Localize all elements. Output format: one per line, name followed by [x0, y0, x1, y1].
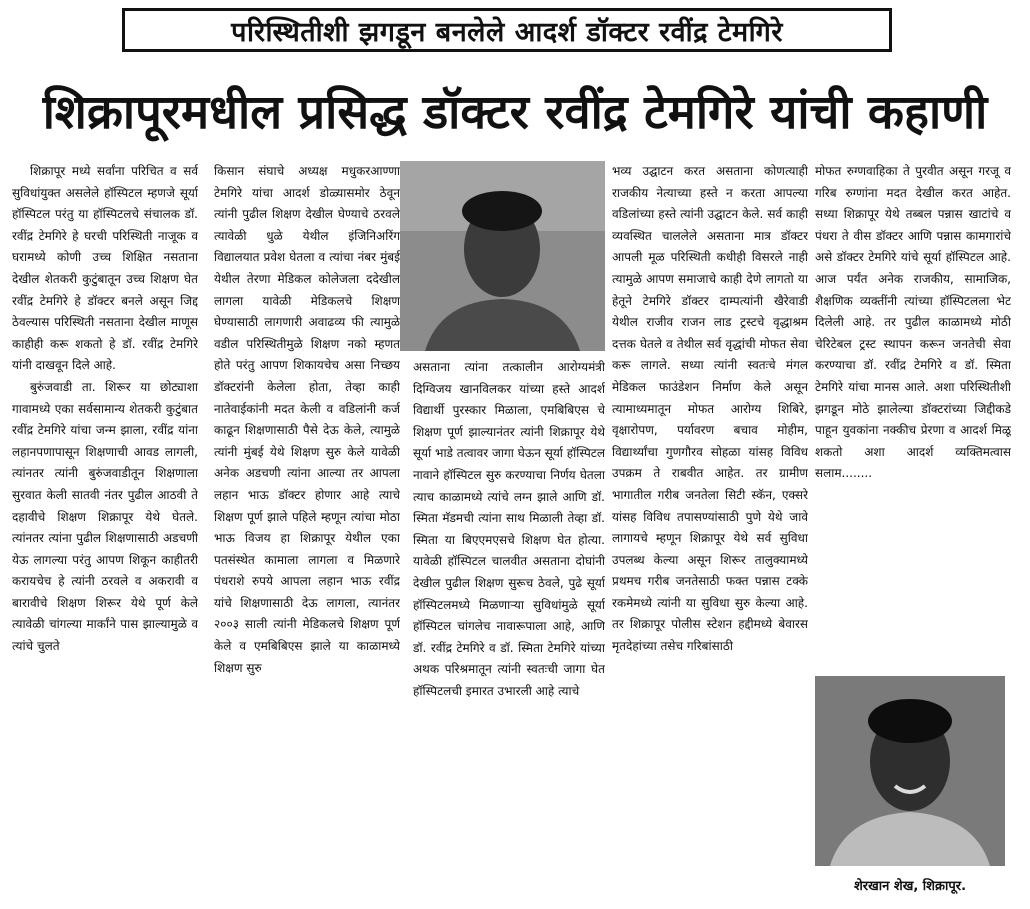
person-photo-icon [815, 676, 1005, 866]
article-column-2 [214, 161, 400, 903]
main-headline: शिक्रापूरमधील प्रसिद्ध डॉक्टर रवींद्र टेमगिरे यांची कहाणी [42, 85, 988, 140]
article-column-1 [12, 161, 198, 903]
article-column-4 [612, 161, 808, 903]
doctor-portrait-photo [400, 161, 605, 351]
paragraph: असताना त्यांना तत्कालीन आरोग्यमंत्री दिग्विजय खानविलकर यांच्या हस्ते आदर्श विद्यार्थी पुरस्कार मिळाला, एमबिबिएस चे शिक्षण पूर्ण झाल्यानंतर त्यांनी शिक्रापूर येथे सूर्या भाडे तत्वावर जागा घेऊन सूर्या हॉस्पिटल नावाने हॉस्पिटल सुरु करण्याचा निर्णय घेतला त्याच काळामध्ये त्यांचे लग्न झाले आणि डॉ. स्मिता मॅडमची त्यांना साथ मिळाली तेव्हा डॉ. स्मिता या बिएएमएसचे शिक्षण घेत होत्या. यावेळी हॉस्पिटल चालवीत असताना दोघांनी देखील पुढील शिक्षण सुरूच ठेवले, पुढे सूर्या हॉस्पिटलमध्ये मिळणाऱ्या सुविधांमुळे सूर्या हॉस्पिटल चांगलेच नावारूपाला आहे, आणि डॉ. रवींद्र टेमगिरे व डॉ. स्मिता टेमगिरे यांच्या अथक परिश्रमातून त्यांनी स्वतःची जागा घेत हॉस्पिटलची इमारत उभारली आहे त्याचे [413, 360, 605, 698]
person-photo-icon [400, 161, 605, 351]
article-column-5 [815, 161, 1011, 671]
paragraph: शिक्रापूर मध्ये सर्वांना परिचित व सर्व सुविधांयुक्त असलेले हॉस्पिटल म्हणजे सूर्या हॉस्पिटल परंतु या हॉस्पिटलचे संचालक डॉ. रवींद्र टेमगिरे हे घरची परिस्थिती नाजूक व घरामध्ये कोणी उच्च शिक्षित नसताना देखील शेतकरी कुटुंबातून उच्च शिक्षण घेत रवींद्र टेमगिरे हे डॉक्टर बनले असून जिद्द ठेवल्यास परिस्थिती नसताना देखील माणूस काहीही करू शकतो हे डॉ. रवींद्र टेमगिरे यांनी दाखवून दिले आहे. [12, 164, 198, 373]
reporter-portrait-photo [815, 676, 1005, 866]
paragraph: मोफत रुग्णवाहिका ते पुरवीत असून गरजू व गरिब रुग्णांना मदत देखील करत आहेत. सध्या शिक्रापूर येथे तब्बल पन्नास खाटांचे व पंधरा ते वीस डॉक्टर आणि पन्नास कामगारांचे असे डॉक्टर टेमगिरे यांचे सूर्या हॉस्पिटल आहे. आज पर्यंत अनेक राजकीय, सामाजिक, शैक्षणिक व्यक्तींनी त्यांच्या हॉस्पिटलला भेट दिलेली आहे. तर पुढील काळामध्ये मोठी चेरिटेबल ट्रस्ट स्थापन करून जनतेची सेवा करण्याचा डॉ. रवींद्र टेमगिरे व डॉ. स्मिता टेमगिरे यांचा मानस आले. अशा परिस्थितीशी झगडून मोठे झालेल्या डॉक्टरांच्या जिद्दीकडे पाहून युवकांना नक्कीच प्रेरणा व आदर्श मिळू शकतो अशा आदर्श व्यक्तिमत्वास सलाम........ [815, 164, 1011, 481]
paragraph: किसान संघाचे अध्यक्ष मधुकरआण्णा टेमगिरे यांचा आदर्श डोळ्यासमोर ठेवून त्यांनी पुढील शिक्षण देखील घेण्याचे ठरवले त्यावेळी धुळे येथील इंजिनिअरिंग विद्यालयात प्रवेश घेतला व त्यांचा नंबर मुंबई येथील तेरणा मेडिकल कोलेजला ददेखील लागला यावेळी मेडिकलचे शिक्षण घेण्यासाठी लागणारी अवाढव्य फी त्यामुळे वडील परिस्थितीमुळे शिक्षण नको म्हणत होते परंतु आपण शिकायचेच असा निच्छय डॉक्टरांनी केलेला होता, तेव्हा काही नातेवाईकांनी मदत केली व वडिलांनी कर्ज काढून शिक्षणासाठी पैसे देऊ केले, त्यामुळे त्यांनी मुंबई येथे शिक्षण सुरु केले यावेळी अनेक अडचणी त्यांना आल्या तर आपला लहान भाऊ डॉक्टर होणार आहे त्याचे शिक्षण पूर्ण झाले पहिले म्हणून त्यांचा मोठा भाऊ विजय हा शिक्रापूर येथील एका पतसंस्थेत कामाला लागला व मिळणारे पंधराशे रुपये आपला लहान भाऊ रवींद्र यांचे शिक्षणासाठी देऊ लागला, त्यानंतर २००३ साली त्यांनी मेडिकलचे शिक्षण पूर्ण केले व एमबिबिएस झाले या काळामध्ये शिक्षण सुरु [214, 164, 400, 675]
photo-caption: शेरखान शेख, शिक्रापूर. [853, 879, 967, 894]
article-column-3 [413, 357, 605, 903]
paragraph: भव्य उद्घाटन करत असताना कोणत्याही राजकीय नेत्याच्या हस्ते न करता आपल्या वडिलांच्या हस्ते त्यांनी उद्घाटन केले. सर्व काही व्यवस्थित चाललेले असताना मात्र डॉक्टर आपली मूळ परिस्थिती कधीही विसरले नाही त्यामुळे आपण समाजाचे काही देणे लागतो या हेतूने टेमगिरे डॉक्टर दाम्पत्यांनी खैरेवाडी येथील राजीव राजन लाड ट्रस्टचे वृद्धाश्रम दत्तक घेतले व तेथील सर्व वृद्धांची मोफत सेवा करू लागले. सध्या त्यांनी स्वतःचे मंगल मेडिकल फाउंडेशन निर्माण केले असून त्यामाध्यमातून मोफत आरोग्य शिबिरे, वृक्षारोपण, पर्यावरण बचाव मोहीम, विद्यार्थ्यांचा गुणगौरव सोहळा यांसह विविध उपक्रम ते राबवीत आहेत. तर ग्रामीण भागातील गरीब जनतेला सिटी स्कॅन, एक्सरे यांसह विविध तपासण्यांसाठी पुणे येथे जावे लागायचे म्हणून शिक्रापूर येथे सर्व सुविधा उपलब्ध केल्या असून शिरूर तालुक्यामध्ये प्रथमच गरीब जनतेसाठी फक्त पन्नास टक्के रकमेमध्ये त्यांनी या सुविधा सुरु केल्या आहे. तर शिक्रापूर पोलीस स्टेशन हद्दीमध्ये बेवारस मृतदेहांच्या तसेच गरिबांसाठी [612, 164, 808, 654]
kicker-headline: परिस्थितीशी झगडून बनलेले आदर्श डॉक्टर रवींद्र टेमगिरे [122, 8, 892, 52]
paragraph: बुरुंजवाडी ता. शिरूर या छोट्याशा गावामध्ये एका सर्वसामान्य शेतकरी कुटुंबात रवींद्र टेमगिरे यांचा जन्म झाला, रवींद्र यांना लहानपणापासून शिक्षणाची आवड लागली, त्यांनतर त्यांनी बुरुंजवाडीतून शिक्षणाला सुरवात केली सातवी नंतर पुढील आठवी ते दहावीचे शिक्षण शिक्रापूर येथे घेतले. त्यांनतर त्यांना पुढील शिक्षणासाठी अडचणी येऊ लागल्या परंतु आपण शिकून काहीतरी करायचेच हे त्यांनी ठरवले व अकरावी व बारावीचे शिक्षण शिरूर येथे पूर्ण केले त्यावेळी चांगल्या मार्कांने पास झाल्यामुळे व त्यांचे चुलते [12, 379, 198, 654]
